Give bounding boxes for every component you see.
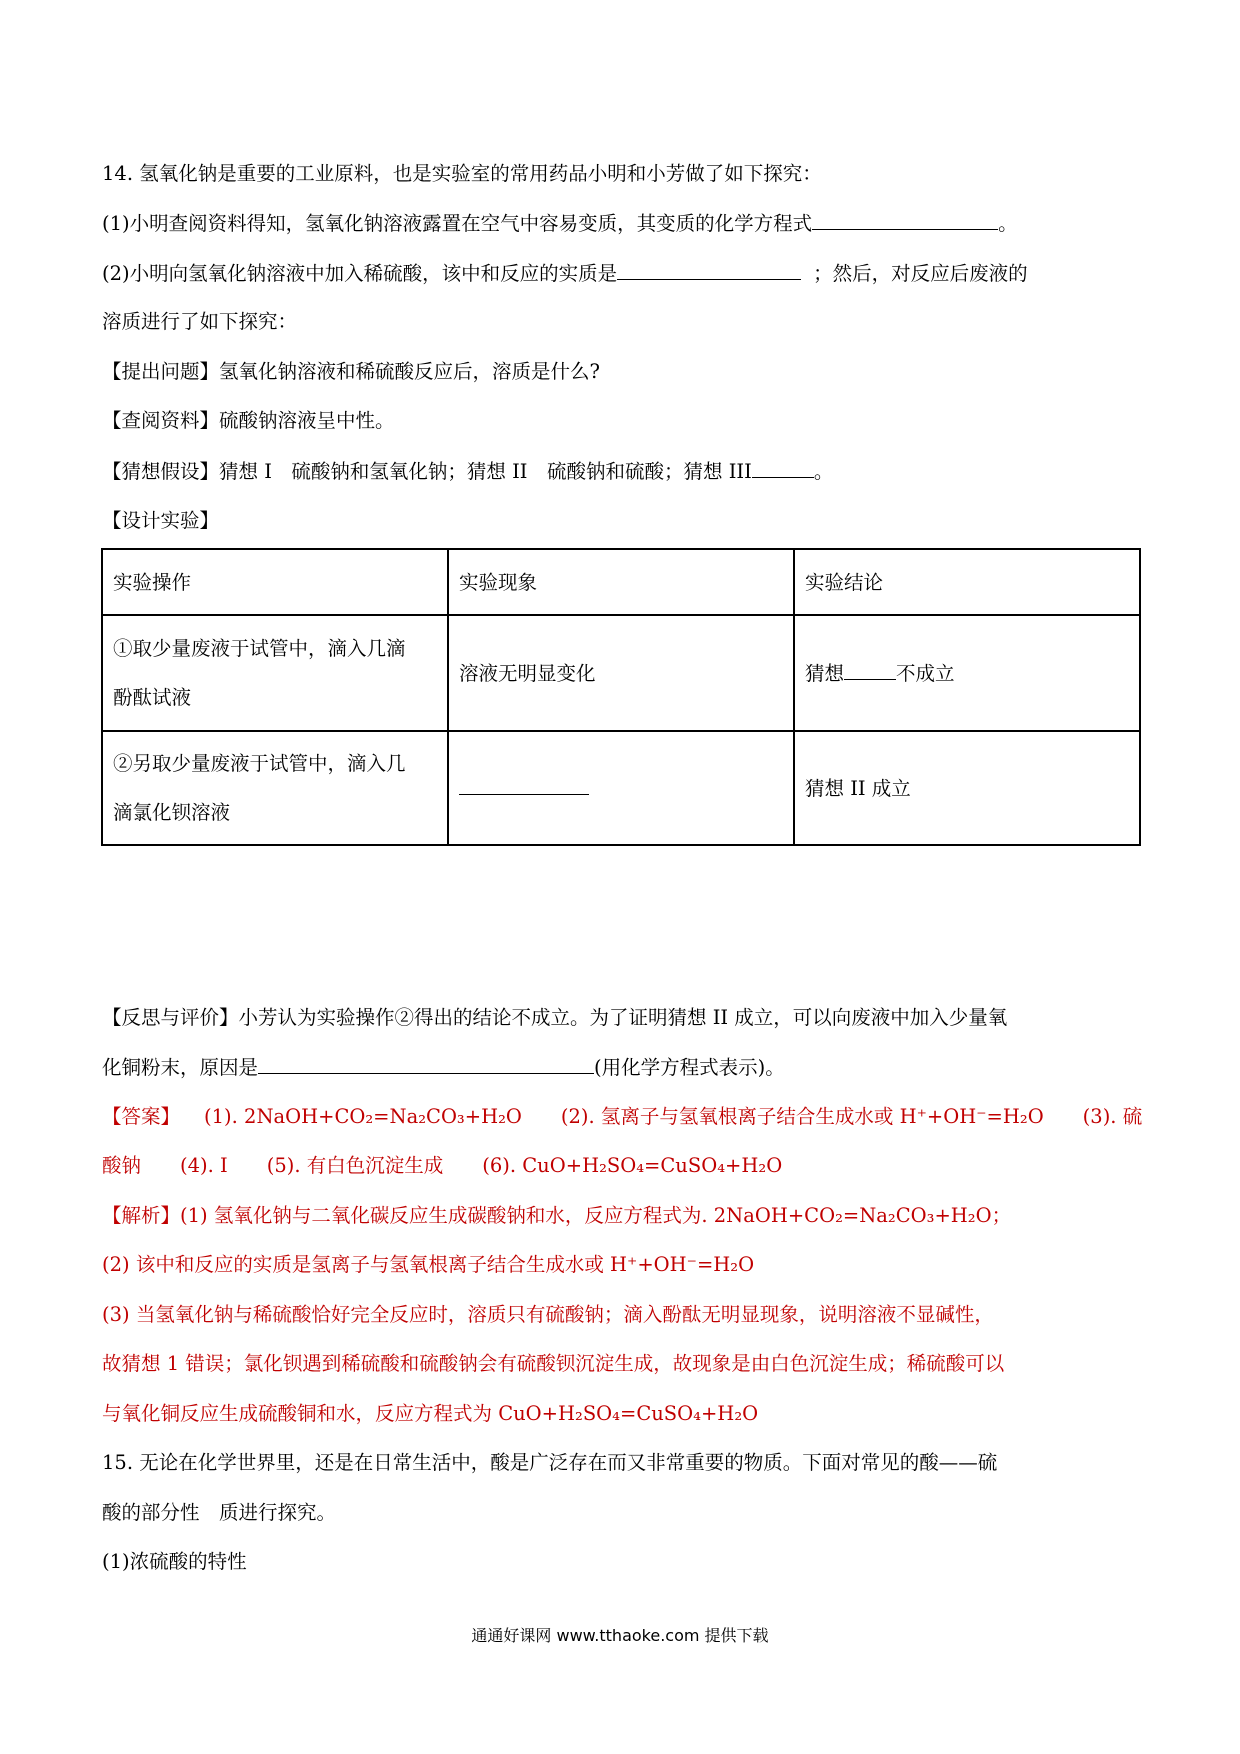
q14-hypothesis (102, 457, 833, 486)
analysis-line2: (2) 该中和反应的实质是氢离子与氢氧根离子结合生成水或 H⁺+OH⁻=H₂O (102, 1253, 755, 1276)
row1-operation-line2: 酚酞试液 (113, 686, 192, 709)
row1-conclusion (794, 615, 1140, 731)
q14-info: 【查阅资料】硫酸钠溶液呈中性。 (102, 409, 395, 432)
q14-reflection-text: 化铜粉末，原因是 (102, 1056, 259, 1079)
q14-part2-text: (2)小明向氢氧化钠溶液中加入稀硫酸，该中和反应的实质是 (102, 262, 618, 285)
table-row (102, 615, 1140, 731)
table-header-row (102, 549, 1140, 615)
answer-label: 【答案】 (102, 1105, 181, 1128)
q14-design: 【设计实验】 (102, 509, 220, 532)
header-phenomenon: 实验现象 (448, 549, 794, 615)
q14-part1-blank (812, 209, 998, 230)
row2-operation (102, 731, 448, 845)
row1-conclusion-blank (844, 659, 896, 680)
experiment-table (101, 548, 1141, 846)
q14-hypothesis-end: 。 (813, 460, 834, 483)
analysis-text-1: (1) 氢氧化钠与二氧化碳反应生成碳酸钠和水，反应方程式为. 2NaOH+CO₂=Na₂CO₃+H₂O； (180, 1204, 1012, 1227)
row1-conclusion-b: 不成立 (896, 661, 955, 685)
answer-line2: 酸钠 (4). I (5). 有白色沉淀生成 (6). CuO+H₂SO₄=CuSO₄+H₂O (102, 1154, 783, 1177)
header-operation: 实验操作 (102, 549, 448, 615)
q14-part2-end: ；然后，对反应后废液的 (813, 262, 1028, 285)
analysis-line4: 故猜想 1 错误；氯化钡遇到稀硫酸和硫酸钠会有硫酸钡沉淀生成，故现象是由白色沉淀生成；稀硫酸可以 (102, 1352, 1005, 1375)
q14-hypothesis-blank (752, 457, 814, 478)
q14-part1-end: 。 (998, 212, 1018, 235)
analysis-line1 (102, 1202, 1011, 1230)
row2-phenomenon-blank (459, 774, 589, 795)
q14-reflection-cont (102, 1053, 785, 1082)
q15-stem: 15. 无论在化学世界里，还是在日常生活中，酸是广泛存在而又非常重要的物质。下面对常见的酸——硫 (102, 1451, 998, 1474)
analysis-line3: (3) 当氢氧化钠与稀硫酸恰好完全反应时，溶质只有硫酸钠；滴入酚酞无明显现象，说明溶液不显碱性， (102, 1303, 994, 1326)
q15-part1: (1)浓硫酸的特性 (102, 1550, 247, 1573)
table-row (102, 731, 1140, 845)
analysis-line5: 与氧化铜反应生成硫酸铜和水，反应方程式为 CuO+H₂SO₄=CuSO₄+H₂O (102, 1402, 759, 1425)
row2-operation-line2: 滴氯化钡溶液 (113, 801, 231, 824)
q14-question: 【提出问题】氢氧化钠溶液和稀硫酸反应后，溶质是什么? (102, 360, 600, 383)
row1-phenomenon: 溶液无明显变化 (448, 615, 794, 731)
q14-part2 (102, 259, 1028, 288)
q15-stem-cont: 酸的部分性 质进行探究。 (102, 1501, 337, 1524)
q14-part1 (102, 209, 1018, 238)
row1-operation (102, 615, 448, 731)
analysis-label: 【解析】 (102, 1204, 181, 1227)
row2-phenomenon (448, 731, 794, 845)
q14-reflection-blank (258, 1053, 594, 1074)
row1-conclusion-a: 猜想 (805, 661, 845, 685)
q14-hypothesis-text: 【猜想假设】猜想 I 硫酸钠和氢氧化钠；猜想 II 硫酸钠和硫酸；猜想 III (102, 460, 752, 483)
q14-reflection: 【反思与评价】小芳认为实验操作②得出的结论不成立。为了证明猜想 II 成立，可以向废液中加入少量氧 (102, 1006, 1008, 1029)
q14-part2-cont: 溶质进行了如下探究： (102, 310, 298, 333)
row2-operation-line1: ②另取少量废液于试管中，滴入几 (113, 752, 406, 775)
q14-stem: 14. 氢氧化钠是重要的工业原料，也是实验室的常用药品小明和小芳做了如下探究： (102, 162, 822, 185)
row2-conclusion: 猜想 II 成立 (794, 731, 1140, 845)
answer-line1 (102, 1103, 1142, 1131)
row1-operation-line1: ①取少量废液于试管中，滴入几滴 (113, 637, 406, 660)
header-conclusion: 实验结论 (794, 549, 1140, 615)
q14-part2-blank (617, 259, 801, 280)
q14-reflection-end: (用化学方程式表示)。 (594, 1056, 785, 1079)
answer-text-1: (1). 2NaOH+CO₂=Na₂CO₃+H₂O (2). 氢离子与氢氧根离子结合生成水或 H⁺+OH⁻=H₂O (3). 硫 (204, 1105, 1143, 1128)
page-footer: 通通好课网 www.tthaoke.com 提供下载 (471, 1626, 769, 1645)
q14-part1-text: (1)小明查阅资料得知，氢氧化钠溶液露置在空气中容易变质，其变质的化学方程式 (102, 212, 813, 235)
